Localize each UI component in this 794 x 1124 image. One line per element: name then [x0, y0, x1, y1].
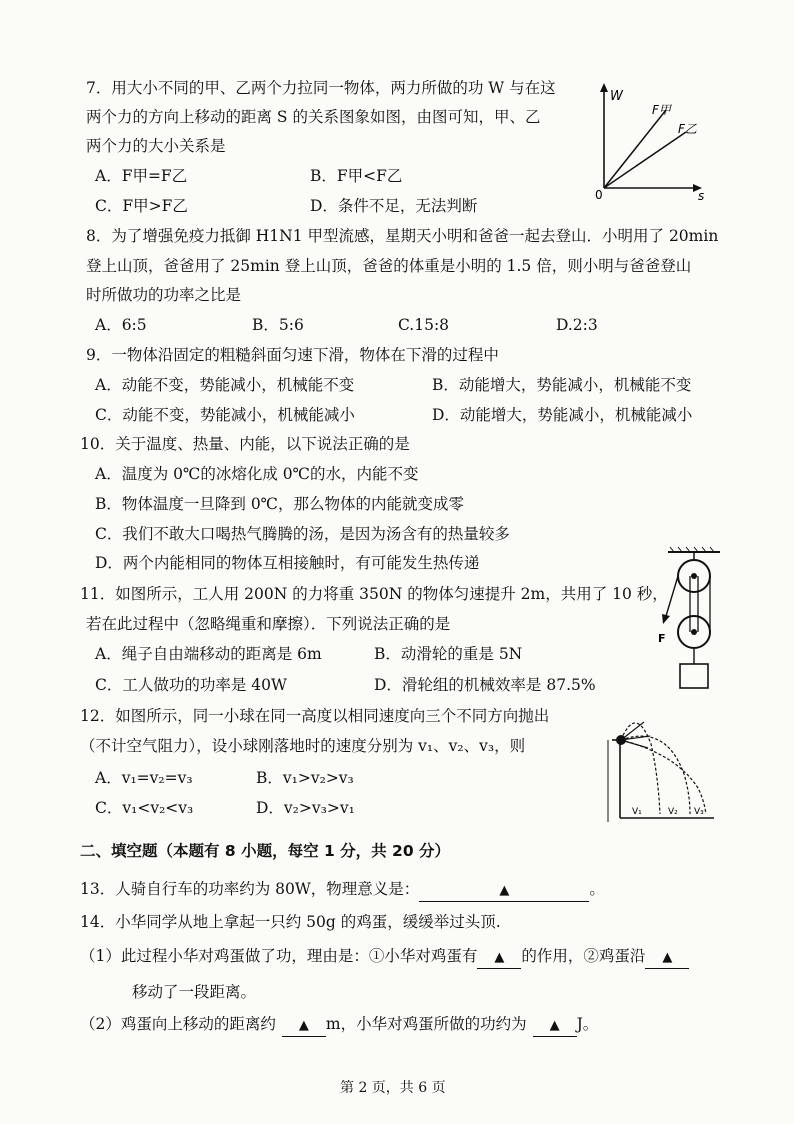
q7-line2: 两个力的方向上移动的距离 S 的关系图象如图，由图可知，甲、乙	[86, 108, 541, 126]
q8-option-b: B．5:6	[252, 316, 304, 334]
q9-option-b: B．动能增大，势能减小，机械能不变	[432, 376, 692, 394]
q9-option-c: C．动能不变，势能减小，机械能减小	[95, 406, 355, 424]
q11-line1: 11．如图所示，工人用 200N 的力将重 350N 的物体匀速提升 2m，共用了 10 秒，	[80, 585, 668, 603]
q14-blank-2[interactable]	[645, 946, 689, 969]
q8-option-a: A．6:5	[95, 316, 147, 334]
graph-origin: 0	[595, 188, 603, 200]
q11-option-c: C．工人做功的功率是 40W	[95, 676, 287, 694]
q7-option-c: C．F甲>F乙	[95, 197, 188, 215]
q12-line1: 12．如图所示，同一小球在同一高度以相同速度向三个不同方向抛出	[80, 707, 550, 725]
q10-option-a: A．温度为 0℃的冰熔化成 0℃的水，内能不变	[95, 465, 419, 483]
v3-label: V₃	[694, 807, 704, 817]
v1-label: V₁	[632, 807, 642, 817]
q12-projectile-figure	[606, 714, 716, 826]
q13-end: 。	[589, 880, 605, 898]
graph-line-jia-label: F甲	[652, 103, 671, 117]
q13-text: 13．人骑自行车的功率约为 80W，物理意义是：	[80, 880, 420, 898]
q8-line3: 时所做功的功率之比是	[86, 286, 242, 304]
q7-option-b: B．F甲<F乙	[310, 167, 403, 185]
blank-marker: ▲	[298, 1018, 309, 1033]
q14-p1-text-b: 的作用，②鸡蛋沿	[521, 947, 646, 965]
q9-option-d: D．动能增大，势能减小，机械能减小	[432, 406, 693, 424]
q14-part1	[80, 946, 689, 969]
q11-option-d: D．滑轮组的机械效率是 87.5%	[374, 676, 596, 694]
q14-blank-1[interactable]	[477, 946, 521, 969]
q8-line1: 8．为了增强免疫力抵御 H1N1 甲型流感，星期天小明和爸爸一起去登山．小明用了 20min	[86, 227, 719, 245]
q9-option-a: A．动能不变，势能减小，机械能不变	[95, 376, 355, 394]
graph-x-label: s	[698, 189, 705, 200]
q14-p2-text-a: （2）鸡蛋向上移动的距离约	[80, 1015, 276, 1033]
q12-option-d: D．v₂>v₃>v₁	[256, 799, 355, 817]
q11-line2: 若在此过程中（忽略绳重和摩擦）．下列说法正确的是	[86, 615, 451, 633]
q8-line2: 登上山顶，爸爸用了 25min 登上山顶，爸爸的体重是小明的 1.5 倍，则小明与爸爸登山	[86, 257, 692, 275]
blank-marker: ▲	[494, 950, 505, 965]
q7-line1: 7．用大小不同的甲、乙两个力拉同一物体，两力所做的功 W 与在这	[86, 79, 556, 97]
section-2-title: 二、填空题（本题有 8 小题，每空 1 分，共 20 分）	[80, 842, 451, 860]
blank-marker: ▲	[662, 950, 673, 965]
blank-marker: ▲	[499, 883, 510, 898]
q14-stem: 14．小华同学从地上拿起一只约 50g 的鸡蛋，缓缓举过头顶.	[80, 913, 501, 931]
page-footer: 第 2 页，共 6 页	[340, 1080, 446, 1096]
q13	[80, 879, 605, 902]
q12-option-b: B．v₁>v₂>v₃	[256, 769, 354, 787]
q12-option-c: C．v₁<v₂<v₃	[95, 799, 194, 817]
q7-option-a: A．F甲=F乙	[95, 167, 188, 185]
q10-option-b: B．物体温度一旦降到 0℃，那么物体的内能就变成零	[95, 495, 465, 513]
blank-marker: ▲	[549, 1018, 560, 1033]
v2-label: V₂	[668, 807, 678, 817]
q14-p1-text-c: 移动了一段距离。	[132, 983, 257, 1001]
q7-line3: 两个力的大小关系是	[86, 137, 226, 155]
q14-blank-3[interactable]	[282, 1014, 326, 1037]
q14-part2	[80, 1014, 598, 1037]
q13-blank[interactable]	[419, 879, 589, 902]
q11-pulley-figure	[650, 546, 722, 696]
q14-blank-4[interactable]	[533, 1014, 577, 1037]
q12-line2: （不计空气阻力），设小球刚落地时的速度分别为 v₁、v₂、v₃，则	[80, 737, 526, 755]
q10-option-d: D．两个内能相同的物体互相接触时，有可能发生热传递	[95, 554, 480, 572]
q12-option-a: A．v₁=v₂=v₃	[95, 769, 193, 787]
q11-option-a: A．绳子自由端移动的距离是 6m	[95, 645, 322, 663]
q10-option-c: C．我们不敢大口喝热气腾腾的汤，是因为汤含有的热量较多	[95, 525, 510, 543]
q14-p1-text-a: （1）此过程小华对鸡蛋做了功，理由是：①小华对鸡蛋有	[80, 947, 478, 965]
graph-y-label: W	[610, 89, 623, 104]
q7-option-d: D．条件不足，无法判断	[310, 197, 478, 215]
q14-p2-text-b: m，小华对鸡蛋所做的功约为	[325, 1015, 527, 1033]
q8-option-d: D.2:3	[556, 316, 598, 334]
q7-work-distance-graph	[592, 80, 712, 200]
q11-option-b: B．动滑轮的重是 5N	[374, 645, 523, 663]
q10-stem: 10．关于温度、热量、内能，以下说法正确的是	[80, 435, 410, 453]
pulley-force-label: F	[658, 632, 666, 645]
q14-p2-text-c: J。	[576, 1015, 599, 1033]
q8-option-c: C.15:8	[398, 316, 450, 334]
q9-stem: 9．一物体沿固定的粗糙斜面匀速下滑，物体在下滑的过程中	[86, 346, 499, 364]
graph-line-yi-label: F乙	[678, 122, 697, 136]
